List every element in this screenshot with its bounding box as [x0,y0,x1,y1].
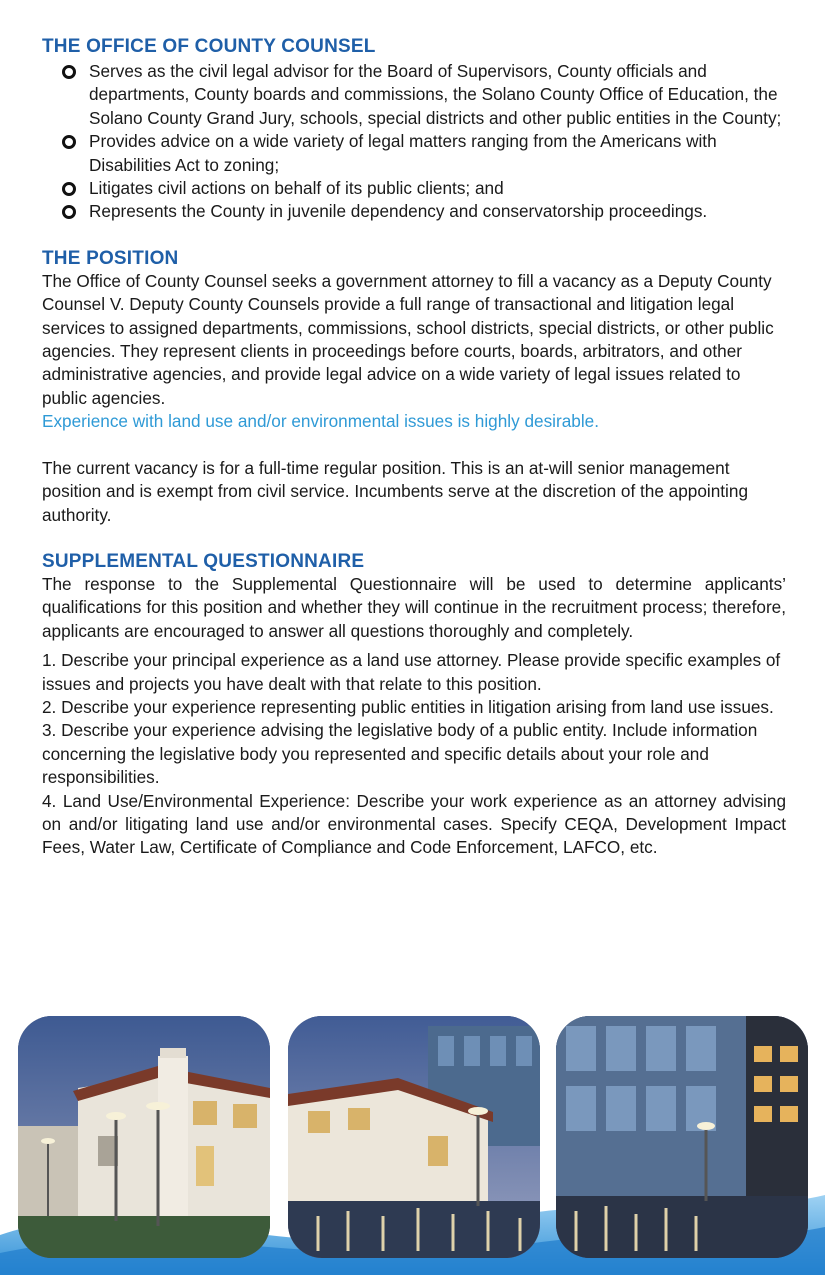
position-section [42,248,786,527]
building-photo-3 [556,1016,808,1258]
list-item: Serves as the civil legal advisor for the Board of Supervisors, County officials and departments, County boards and commissions, the Solano County Office of Education, the Solano County Grand Jury, schools, special districts and other public entities in the County; [62,60,786,130]
bullet-icon [62,205,76,219]
position-heading: THE POSITION [42,247,179,269]
list-item: Provides advice on a wide variety of legal matters ranging from the Americans with Disabilities Act to zoning; [62,130,786,177]
question-item: 1. Describe your principal experience as a land use attorney. Please provide specific examples of issues and projects you have dealt with that relate to this position. [42,650,781,694]
question-item: 2. Describe your experience representing public entities in litigation arising from land use issues. [42,696,774,717]
question-item: 3. Describe your experience advising the legislative body of a public entity. Include information concerning the legislative body you represented and specific details about your role and responsibilities. [42,720,758,788]
building-photo-2 [288,1016,540,1258]
list-item: Represents the County in juvenile dependency and conservatorship proceedings. [62,200,786,223]
bullet-icon [62,65,76,79]
list-item: Litigates civil actions on behalf of its public clients; and [62,177,786,200]
vacancy-description: The current vacancy is for a full-time regular position. This is an at-will senior management position and is exempt from civil service. Incumbents serve at the discretion of the appointing authority. [42,457,748,525]
position-highlight: Experience with land use and/or environmental issues is highly desirable. [42,411,599,432]
office-heading: THE OFFICE OF COUNTY COUNSEL [42,36,376,57]
page-content [42,36,786,860]
question-item: 4. Land Use/Environmental Experience: Describe your work experience as an attorney advising on and/or litigating land use and/or environmental cases. Specify CEQA, Development Impact Fees, Water Law, Certificate of Compliance and Code Enforcement, LAFCO, etc. [42,790,786,858]
building-photo-1 [18,1016,270,1258]
position-description: The Office of County Counsel seeks a government attorney to fill a vacancy as a Deputy County Counsel V. Deputy County Counsels provide a full range of transactional and litigation legal services to assigned departments, commissions, school districts, special districts, or other public agencies. They represent clients in proceedings before courts, boards, arbitrators, and other administrative agencies, and provide legal advice on a wide variety of legal issues related to public agencies. Experience with land use and/or environmental issues is highly desirable. [42,270,774,432]
questionnaire-intro: The response to the Supplemental Questionnaire will be used to determine applicants’ qualifications for this position and whether they will continue in the recruitment process; therefore, applicants are encouraged to answer all questions thoroughly and completely. [42,573,786,641]
office-section [42,36,786,224]
bullet-icon [62,182,76,196]
questionnaire-section [42,551,786,860]
office-bullet-list [42,60,786,224]
question-list [42,649,786,860]
questionnaire-heading: SUPPLEMENTAL QUESTIONNAIRE [42,550,365,572]
bullet-icon [62,135,76,149]
